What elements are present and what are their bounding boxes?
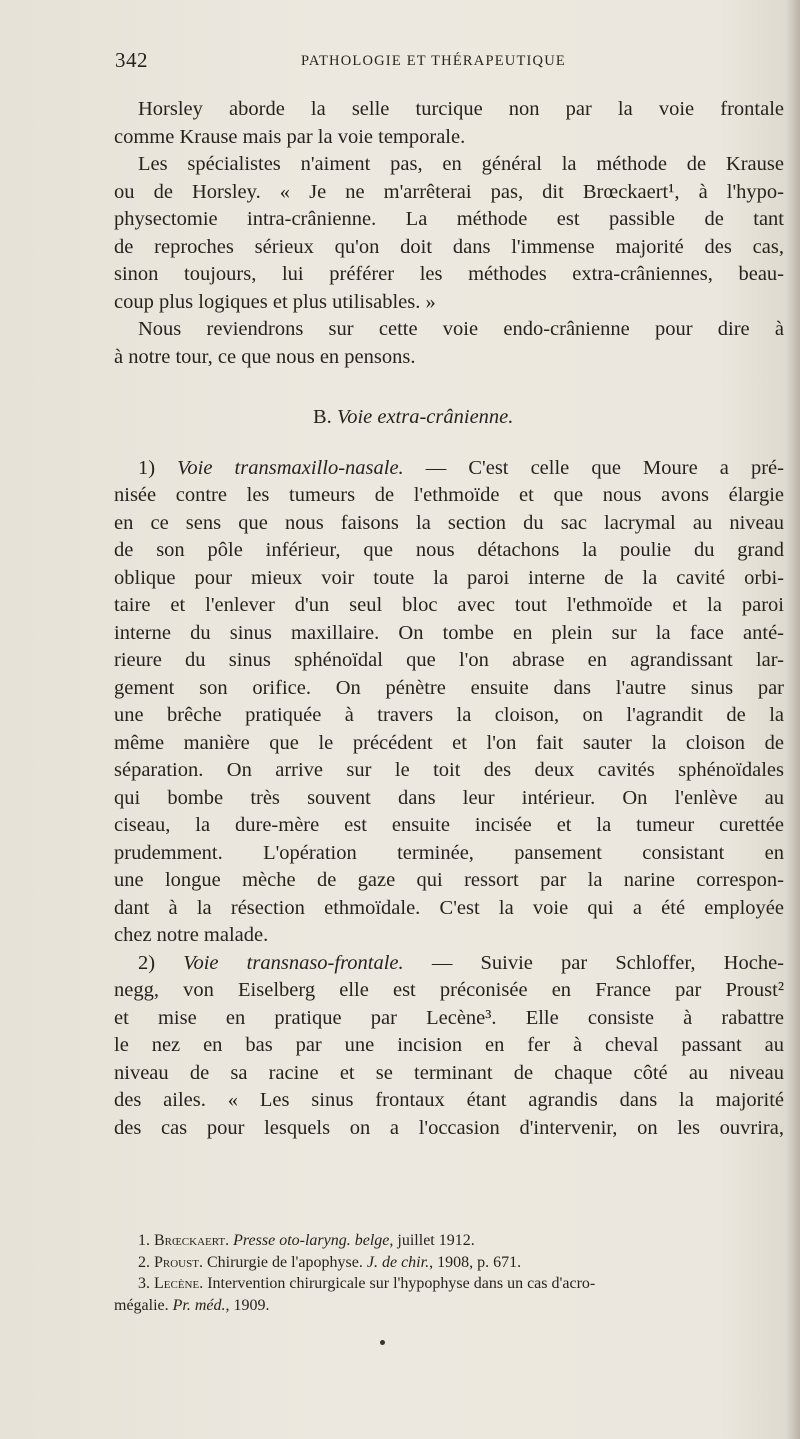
section-heading <box>114 404 784 432</box>
paragraph-3 <box>114 316 784 371</box>
text-line: le nez en bas par une incision en fer à cheval passant au <box>114 1034 784 1056</box>
text-line: prudemment. L'opération terminée, pansement consistant en <box>114 841 784 864</box>
text-line: physectomie intra-crânienne. La méthode est passible de tant <box>114 208 784 230</box>
paragraph-5 <box>114 950 784 1143</box>
text-line: niveau de sa racine et se terminant de chaque côté au niveau <box>114 1061 784 1084</box>
text-line: une longue mèche de gaze qui ressort par la narine correspon- <box>114 869 784 891</box>
text-line: qui bombe très souvent dans leur intérieur. On l'enlève au <box>114 786 784 809</box>
footnote-title: Intervention chirurgicale sur l'hypophyse dans un cas d'acro- <box>207 1275 596 1292</box>
text-line: et mise en pratique par Lecène³. Elle consiste à rabattre <box>114 1006 784 1029</box>
text-line: des ailes. « Les sinus frontaux étant agrandis dans la majorité <box>114 1089 784 1111</box>
section-heading-label: B. <box>313 406 332 428</box>
footnote-number: 2. <box>138 1253 150 1271</box>
footnotes <box>114 1230 784 1316</box>
paragraph-4 <box>114 455 784 950</box>
footnote-reference: J. de chir. <box>366 1253 430 1271</box>
footnote-details: , juillet 1912. <box>389 1232 475 1249</box>
item-title: Voie transmaxillo-nasale. <box>177 456 404 479</box>
item-title: Voie transnaso-frontale. <box>183 951 404 974</box>
page-number: 342 <box>115 48 148 72</box>
paragraph-1 <box>114 96 784 151</box>
text-line: chez notre malade. <box>114 924 269 946</box>
text-line: Horsley aborde la selle turcique non par la voie frontale <box>138 98 784 120</box>
footnote-author: Brœckaert. <box>154 1232 230 1249</box>
footnote-title: mégalie. <box>114 1296 169 1314</box>
text-line: dant à la résection ethmoïdale. C'est la voie qui a été employée <box>114 896 784 919</box>
text-line: une brêche pratiquée à travers la cloison, on l'agrandit de la <box>114 704 784 726</box>
running-head: PATHOLOGIE ET THÉRAPEUTIQUE <box>301 53 566 69</box>
text-line: Les spécialistes n'aiment pas, en général la méthode de Krause <box>138 153 784 175</box>
text-line: comme Krause mais par la voie temporale. <box>114 125 466 148</box>
footnote-details: , 1908, p. 671. <box>429 1253 522 1271</box>
text-line: sinon toujours, lui préférer les méthodes extra-crâniennes, beau- <box>114 263 784 285</box>
text-line: des cas pour lesquels on a l'occasion d'intervenir, on les ouvrira, <box>114 1116 784 1139</box>
footnote-title: Chirurgie de l'apophyse. <box>206 1253 363 1271</box>
text-line: de reproches sérieux qu'on doit dans l'immense majorité des cas, <box>114 235 784 258</box>
footnote-details: , 1909. <box>225 1296 270 1314</box>
paragraph-2 <box>114 151 784 316</box>
footnote-number: 3. <box>138 1275 150 1292</box>
text-line: coup plus logiques et plus utilisables. » <box>114 290 436 313</box>
footnote-2 <box>114 1252 784 1274</box>
footnote-author: Proust. <box>154 1253 203 1271</box>
footnote-reference: Pr. méd. <box>172 1296 226 1314</box>
text-line: negg, von Eiselberg elle est préconisée en France par Proust² <box>114 979 784 1001</box>
text-run: — C'est celle que Moure a pré- <box>403 456 784 479</box>
ink-speck <box>380 1340 385 1345</box>
body-text <box>114 96 784 1142</box>
text-run: — Suivie par Schloffer, Hoche- <box>403 951 785 974</box>
text-line: taire et l'enlever d'un seul bloc avec tout l'ethmoïde et la paroi <box>114 594 784 616</box>
footnote-3-continued <box>114 1295 784 1317</box>
footnote-number: 1. <box>138 1232 150 1249</box>
text-line: Nous reviendrons sur cette voie endo-crânienne pour dire à <box>138 318 784 340</box>
text-line: oblique pour mieux voir toute la paroi interne de la cavité orbi- <box>114 566 784 589</box>
text-line <box>114 455 784 483</box>
text-line: ou de Horsley. « Je ne m'arrêterai pas, dit Brœckaert¹, à l'hypo- <box>114 180 784 203</box>
text-line: rieure du sinus sphénoïdal que l'on abrase en agrandissant lar- <box>114 649 784 671</box>
page-edge-shadow <box>786 0 800 1439</box>
item-number: 2) <box>138 951 156 974</box>
footnote-3 <box>114 1273 784 1295</box>
text-line <box>114 950 784 978</box>
footnote-author: Lecène. <box>154 1275 204 1292</box>
text-line: en ce sens que nous faisons la section du sac lacrymal au niveau <box>114 511 784 534</box>
text-line: nisée contre les tumeurs de l'ethmoïde et que nous avons élargie <box>114 484 784 506</box>
page-header <box>115 48 785 74</box>
item-number: 1) <box>138 456 156 479</box>
text-line: de son pôle inférieur, que nous détachons la poulie du grand <box>114 539 784 561</box>
section-heading-title: Voie extra-crânienne. <box>336 406 514 428</box>
footnote-reference: Presse oto-laryng. belge <box>233 1232 390 1249</box>
footnote-1 <box>114 1230 784 1252</box>
text-line: même manière que le précédent et l'on fait sauter la cloison de <box>114 731 784 754</box>
text-line: gement son orifice. On pénètre ensuite dans l'autre sinus par <box>114 676 784 699</box>
text-line: séparation. On arrive sur le toit des deux cavités sphénoïdales <box>114 759 784 781</box>
text-line: ciseau, la dure-mère est ensuite incisée et la tumeur curettée <box>114 814 784 836</box>
text-line: interne du sinus maxillaire. On tombe en plein sur la face anté- <box>114 621 784 644</box>
text-line: à notre tour, ce que nous en pensons. <box>114 345 416 368</box>
